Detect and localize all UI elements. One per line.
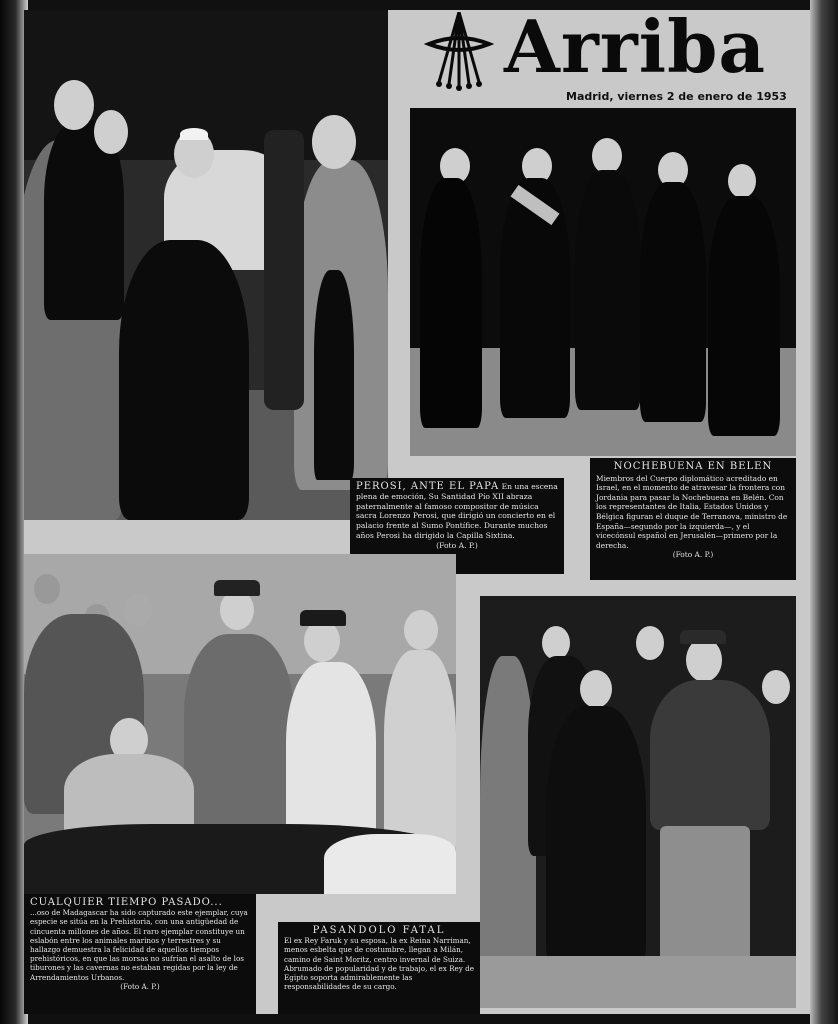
caption-nochebuena-body: Miembros del Cuerpo diplomático acreditado en Israel, en el momento de atravesar la frontera con Jordania para pasar la Nochebuena en Belén. Con los representantes de Italia, Estados Unidos y Bélgica figuran el duque de Terranova, ministro de España—segundo por la izquierda—, y el vicecónsul español en Jerusalén—primero por la derecha. bbox=[596, 473, 788, 550]
caption-nochebuena-headline: NOCHEBUENA EN BELEN bbox=[613, 461, 773, 472]
page-edge bbox=[810, 0, 838, 1024]
issue-date: Madrid, viernes 2 de enero de 1953 bbox=[566, 90, 787, 103]
caption-perosi-body: En una escena plena de emoción, Su Santidad Pío XII abraza paternalmente al famoso compositor de música sacra Lorenzo Perosi, que dirigió un concierto en el palacio frente al Sumo Pontífice. Durante muchos años Perosi ha dirigido la Capilla Sixtina. bbox=[356, 482, 558, 540]
newspaper-title: Arriba bbox=[504, 10, 767, 89]
caption-pasandolo-headline: PASANDOLO FATAL bbox=[312, 925, 446, 936]
caption-perosi-credit: (Foto A. P.) bbox=[436, 540, 478, 550]
ex-king-faruk-photo bbox=[480, 596, 796, 1008]
yoke-and-arrows-icon bbox=[424, 12, 494, 92]
caption-cualquier-headline: CUALQUIER TIEMPO PASADO... bbox=[30, 897, 223, 908]
caption-cualquier-tiempo bbox=[24, 894, 256, 1014]
diplomats-bethlehem-photo bbox=[410, 108, 796, 456]
newspaper-page bbox=[24, 10, 810, 1014]
caption-nochebuena-credit: (Foto A. P.) bbox=[672, 550, 714, 560]
caption-perosi-headline: PEROSI, ANTE EL PAPA bbox=[356, 481, 500, 492]
masthead bbox=[384, 10, 810, 106]
caption-nochebuena bbox=[590, 458, 796, 580]
caption-cualquier-body: ...oso de Madagascar ha sido capturado este ejemplar, cuya especie se sitúa en la Prehistoria, con una antigüedad de cincuenta millones de años. El raro ejemplar constituye un eslabón entre los animales marinos y terrestres y su hallazgo demuestra la felicidad de aquellos tiempos prehistóricos, en que las morsas no sufrían el asalto de los tiburones y las cavernas no estaban regidas por la ley de Arrendamientos Urbanos. bbox=[30, 908, 248, 982]
caption-cualquier-credit: (Foto A. P.) bbox=[120, 981, 160, 991]
caption-pasandolo-body: El ex Rey Faruk y su esposa, la ex Reina Narriman, menos esbelta que de costumbre, llegan a Milán, camino de Saint Moritz, centro invernal de Suiza. Abrumado de popularidad y de trabajo, el ex Rey de Egipto soporta admirablemente las responsabilidades de su cargo. bbox=[284, 936, 474, 992]
caption-pasandolo-fatal bbox=[278, 922, 480, 1014]
pope-embrace-photo bbox=[24, 10, 388, 520]
fishermen-catch-photo bbox=[24, 554, 456, 894]
